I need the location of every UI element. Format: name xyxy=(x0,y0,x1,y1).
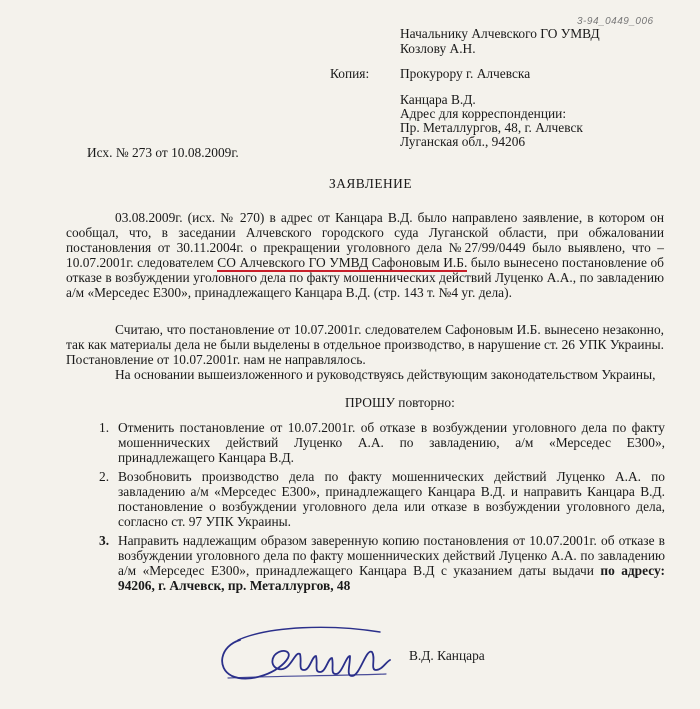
list-item xyxy=(99,420,665,465)
handwritten-signature xyxy=(210,618,400,688)
paragraph-1-end: было вынесено постановление об отказе в возбуждении уголовного дела по факту мошеннических действий Луценко А.А., по завладению а/м «Мерседес Е300», принадлежащего Канцара В.Д. (стр. 143 т. №4 уг. дела). xyxy=(66,255,664,300)
outgoing-number: Исх. № 273 от 10.08.2009г. xyxy=(87,145,239,160)
paragraph-1 xyxy=(66,210,664,300)
archive-stamp: 3-94_0449_006 xyxy=(577,16,654,27)
copy-recipient: Прокурору г. Алчевска xyxy=(400,66,531,81)
list-item-text: Отменить постановление от 10.07.2001г. об отказе в возбуждении уголовного дела по факту мошеннических действий Луценко А.А. по завладению, а/м «Мерседес Е300», принадлежащего Канцара В.Д. xyxy=(118,420,665,465)
sender-address-region: Луганская обл., 94206 xyxy=(400,134,526,149)
paragraph-1-start: 03.08.2009г. (исх. № 270) в адрес от Канцара В.Д. было направлено заявление, в котором он сообщал, что, в заседании Алчевского городского суда Луганской области, при обжаловании постановления от 30.11.2004г. о прекращении уголовного дела №27/99/0449 было выявлено, что – 10.07.2001г. следователем xyxy=(66,210,664,270)
document-title: ЗАЯВЛЕНИЕ xyxy=(329,176,413,191)
request-list xyxy=(99,420,665,597)
sender-address-street: Пр. Металлургов, 48, г. Алчевск xyxy=(400,120,583,135)
sender-address-label: Адрес для корреспонденции: xyxy=(400,106,567,121)
paragraph-3: На основании вышеизложенного и руководствуясь действующим законодательством Украины, xyxy=(115,367,656,382)
list-item-number: 3. xyxy=(99,533,110,548)
paragraph-2: Считаю, что постановление от 10.07.2001г. следователем Сафоновым И.Б. вынесено незаконно, так как материалы дела не были выделены в отдельное производство, в нарушение ст. 26 УПК Украины. Постановление от 10.07.2001г. нам не направлялось. xyxy=(66,322,664,367)
request-heading: ПРОШУ повторно: xyxy=(345,395,455,410)
list-item xyxy=(99,533,665,593)
list-item-text: Возобновить производство дела по факту мошеннических действий Луценко А.А. по завладению а/м «Мерседес Е300», принадлежащего Канцара В.Д. и направить Канцара В.Д. постановление о возбуждении уголовного дела или отказе в возбуждении уголовного дела, согласно ст. 97 УПК Украины. xyxy=(118,469,665,529)
signature-name: В.Д. Канцара xyxy=(409,648,485,663)
addressee-line-1: Начальнику Алчевского ГО УМВД xyxy=(400,26,600,41)
underlined-investigator: СО Алчевского ГО УМВД Сафоновым И.Б. xyxy=(217,255,468,270)
list-item-text: Направить надлежащим образом заверенную копию постановления от 10.07.2001г. об отказе в возбуждении уголовного дела по факту мошеннических действий Луценко А.А. по завладению а/м «Мерседес Е300», принадлежащего Канцара В.Д с указанием даты выдачи xyxy=(118,533,665,578)
list-item xyxy=(99,469,665,529)
copy-label: Копия: xyxy=(330,66,370,81)
list-item-address: по адресу: 94206, г. Алчевск, пр. Металлургов, 48 xyxy=(118,563,665,593)
list-item-number: 1. xyxy=(99,420,110,435)
list-item-number: 2. xyxy=(99,469,110,484)
sender-name: Канцара В.Д. xyxy=(400,92,476,107)
addressee-line-2: Козлову А.Н. xyxy=(400,41,476,56)
